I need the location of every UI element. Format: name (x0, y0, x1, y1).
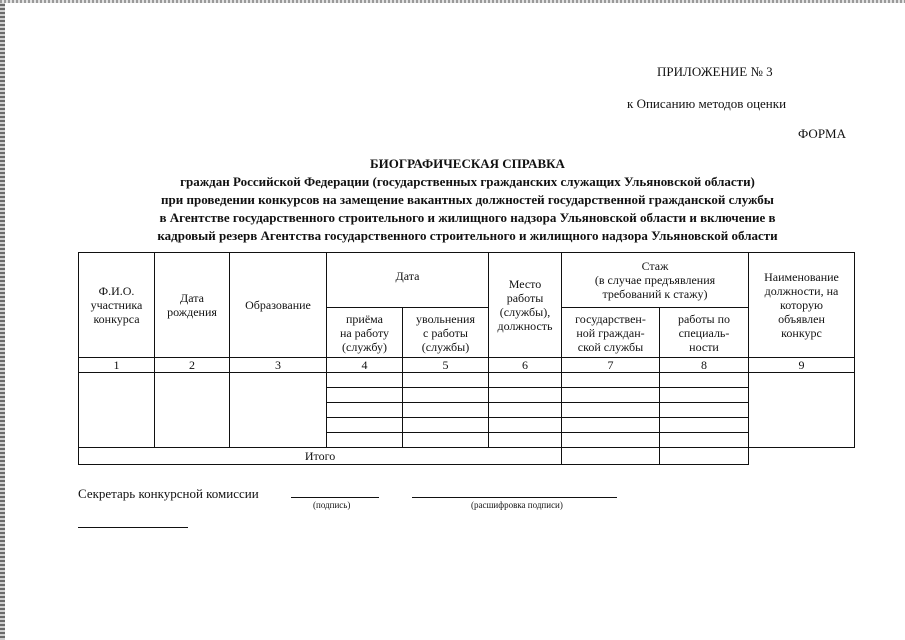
cell-stazh-spec[interactable] (660, 403, 749, 418)
secretary-label: Секретарь конкурсной комиссии (78, 486, 259, 501)
cell-education[interactable] (230, 373, 327, 448)
cell-hired[interactable] (327, 373, 403, 388)
appendix-label: ПРИЛОЖЕНИЕ № 3 (657, 64, 773, 79)
header-stazh-spec: работы по специаль- ности (660, 308, 749, 358)
header-stazh-group: Стаж (в случае предъявления требований к стажу) (562, 253, 749, 308)
header-birth-date: Дата рождения (155, 253, 230, 358)
cell-stazh-gov[interactable] (562, 418, 660, 433)
cell-dismissed[interactable] (403, 373, 489, 388)
column-number: 7 (562, 358, 660, 373)
cell-dismissed[interactable] (403, 418, 489, 433)
entry-row (79, 373, 855, 388)
total-stazh-gov[interactable] (562, 448, 660, 465)
cell-work-place[interactable] (489, 418, 562, 433)
title-line-4: кадровый резерв Агентства государственного строительного и жилищного надзора Ульяновской области (157, 228, 778, 243)
form-label: ФОРМА (798, 126, 846, 141)
cell-fio[interactable] (79, 373, 155, 448)
document-heading: БИОГРАФИЧЕСКАЯ СПРАВКА (370, 156, 565, 171)
total-stazh-spec[interactable] (660, 448, 749, 465)
signature-caption: (подпись) (313, 500, 351, 510)
column-number-row (79, 358, 855, 373)
column-number: 6 (489, 358, 562, 373)
header-stazh-gov: государствен- ной граждан- ской службы (562, 308, 660, 358)
cell-work-place[interactable] (489, 433, 562, 448)
scan-edge-top (0, 0, 905, 3)
cell-stazh-spec[interactable] (660, 388, 749, 403)
cell-hired[interactable] (327, 418, 403, 433)
cell-stazh-gov[interactable] (562, 373, 660, 388)
cell-stazh-gov[interactable] (562, 388, 660, 403)
cell-work-place[interactable] (489, 388, 562, 403)
title-line-1: граждан Российской Федерации (государственных гражданских служащих Ульяновской области) (180, 174, 755, 189)
header-hired: приёма на работу (службу) (327, 308, 403, 358)
title-line-3: в Агентстве государственного строительного и жилищного надзора Ульяновской области и включение в (159, 210, 776, 225)
decoding-line[interactable] (412, 497, 617, 498)
cell-hired[interactable] (327, 403, 403, 418)
column-number: 5 (403, 358, 489, 373)
cell-dismissed[interactable] (403, 388, 489, 403)
cell-dismissed[interactable] (403, 433, 489, 448)
cell-stazh-gov[interactable] (562, 403, 660, 418)
scan-edge-left (0, 0, 5, 640)
cell-hired[interactable] (327, 433, 403, 448)
cell-position[interactable] (749, 373, 855, 448)
header-fio: Ф.И.О. участника конкурса (79, 253, 155, 358)
cell-work-place[interactable] (489, 403, 562, 418)
header-date-group: Дата (327, 253, 489, 308)
column-number: 3 (230, 358, 327, 373)
signature-line[interactable] (291, 497, 379, 498)
appendix-reference: к Описанию методов оценки (627, 96, 787, 111)
header-education: Образование (230, 253, 327, 358)
column-number: 1 (79, 358, 155, 373)
cell-stazh-gov[interactable] (562, 433, 660, 448)
column-number: 2 (155, 358, 230, 373)
cell-hired[interactable] (327, 388, 403, 403)
biography-table (78, 252, 855, 465)
total-row (79, 448, 855, 465)
cell-stazh-spec[interactable] (660, 373, 749, 388)
column-number: 8 (660, 358, 749, 373)
decoding-caption: (расшифровка подписи) (471, 500, 563, 510)
cell-stazh-spec[interactable] (660, 433, 749, 448)
header-position: Наименование должности, на которую объявлен конкурс (749, 253, 855, 358)
header-work-place: Место работы (службы), должность (489, 253, 562, 358)
column-number: 9 (749, 358, 855, 373)
cell-dismissed[interactable] (403, 403, 489, 418)
cell-work-place[interactable] (489, 373, 562, 388)
total-label: Итого (79, 448, 562, 465)
cell-birth-date[interactable] (155, 373, 230, 448)
header-dismissed: увольнения с работы (службы) (403, 308, 489, 358)
date-line[interactable] (78, 527, 188, 528)
total-empty (749, 448, 855, 465)
title-line-2: при проведении конкурсов на замещение вакантных должностей государственной гражданской службы (161, 192, 774, 207)
cell-stazh-spec[interactable] (660, 418, 749, 433)
column-number: 4 (327, 358, 403, 373)
